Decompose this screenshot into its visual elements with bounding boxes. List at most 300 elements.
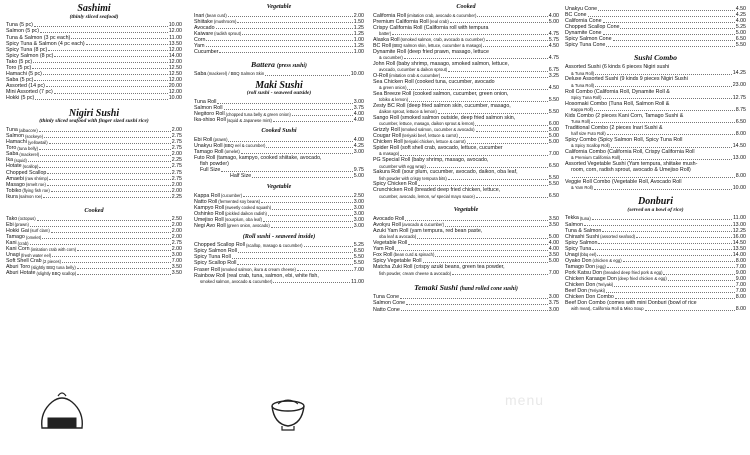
- menu-item-multiline: [565, 300, 746, 312]
- menu-item-name: Ikura: [6, 193, 18, 200]
- menu-item-name: & cucumber): [379, 54, 403, 60]
- menu-item-price: 5.00: [548, 139, 559, 146]
- menu-item-description: (imitation crab & cucumber): [389, 73, 441, 79]
- menu-item-name: Spicy Tuna Roll): [571, 94, 602, 100]
- dot-leader: [265, 75, 350, 76]
- menu-item-name: Kani: [6, 240, 17, 247]
- menu-item-price: 8.00: [735, 130, 746, 137]
- section-title: Donburi: [637, 196, 673, 208]
- dot-leader: [395, 250, 548, 251]
- menu-item-multiline: [373, 169, 559, 181]
- dot-leader: [594, 189, 732, 190]
- menu-item-price: 5.00: [548, 258, 559, 265]
- menu-item-price: 11.00: [351, 278, 364, 285]
- menu-item-description: (deep fried chicken & egg): [617, 276, 667, 282]
- dot-leader: [216, 28, 353, 29]
- menu-item-price: 12.00: [168, 58, 182, 65]
- menu-item-price: 5.50: [548, 96, 559, 103]
- menu-item-name: Salmon Cone: [373, 300, 406, 307]
- dot-leader: [40, 155, 171, 156]
- menu-item-name: Chopped Scallop Cone: [565, 24, 620, 31]
- menu-item-price: 7.00: [735, 263, 746, 270]
- menu-item-price: 2.75: [171, 240, 182, 247]
- dot-leader: [400, 155, 547, 156]
- menu-item-multiline: [565, 101, 746, 113]
- menu-item-price: 13.50: [168, 40, 182, 47]
- menu-item-name: Negi Avo Roll: [194, 222, 226, 229]
- menu-item-name: BC Roll: [373, 42, 391, 49]
- menu-item-name: California Cone: [565, 18, 602, 25]
- dot-leader: [477, 16, 547, 17]
- menu-item-price: 12.50: [168, 64, 182, 71]
- menu-item-name: Hotate: [6, 163, 22, 170]
- menu-item-price: 8.00: [735, 305, 746, 312]
- dot-leader: [261, 202, 353, 203]
- menu-item-multiline: [373, 157, 559, 169]
- menu-item-price: 3.00: [353, 210, 364, 217]
- menu-item-description: (BBQ eel & cucumber): [223, 143, 266, 149]
- menu-item-name: & Yam Roll): [571, 185, 593, 191]
- menu-section: [6, 208, 182, 277]
- menu-item-description: (flying fish roe): [22, 187, 50, 193]
- menu-item-multiline: [373, 187, 559, 199]
- menu-item-price: 2.75: [171, 145, 182, 152]
- menu-item-price: 13.00: [732, 221, 746, 228]
- watermark: menu: [505, 392, 545, 408]
- menu-item-name: Avocado: [194, 24, 215, 31]
- dot-leader: [408, 244, 548, 245]
- menu-item-description: (prawn): [14, 222, 29, 228]
- menu-item-price: 2.00: [171, 234, 182, 241]
- menu-item-line: Spicy Combo (Spicy Salmon Roll, Spicy Tuna Roll: [565, 136, 683, 143]
- menu-item-line: Hosomaki Combo (Tuna Roll, Salmon Roll &: [565, 100, 670, 107]
- dot-leader: [51, 232, 171, 233]
- menu-item-name: Unakyu Cone: [565, 6, 598, 12]
- menu-item-name: Negitoro Roll: [194, 111, 225, 118]
- dot-leader: [48, 50, 168, 51]
- menu-item-name: Aburi Hotate: [6, 270, 36, 277]
- section-heading: [194, 61, 364, 69]
- dot-leader: [603, 34, 735, 35]
- menu-item-price: 3.00: [353, 99, 364, 106]
- menu-item-multiline: [565, 125, 746, 137]
- menu-item-price: 5.50: [353, 254, 364, 261]
- dot-leader: [242, 34, 353, 35]
- menu-item-name: Unakyu Roll: [194, 143, 223, 150]
- onigiri-drawing-icon: [36, 388, 88, 436]
- menu-item-name: Spicy Vegetable Roll: [373, 258, 422, 265]
- menu-item-description: (slightly BBQ scallop): [36, 270, 77, 276]
- menu-item-name: Tuna Cone: [373, 294, 400, 301]
- menu-item-name: Natto Roll: [194, 198, 218, 205]
- menu-item-name: Tekka: [565, 215, 579, 222]
- menu-item-price: 11.00: [169, 34, 182, 41]
- menu-item-description: (sourplum, oba leaf): [224, 217, 262, 223]
- dot-leader: [46, 86, 168, 87]
- menu-item-price: 2.00: [171, 181, 182, 188]
- menu-item-name: Masago: [6, 181, 25, 188]
- dot-leader: [40, 32, 168, 33]
- dot-leader: [49, 143, 171, 144]
- dot-leader: [445, 226, 548, 227]
- menu-item-name: Avokyu Roll: [373, 222, 401, 228]
- dot-leader: [263, 221, 353, 222]
- menu-item-price: 9.00: [735, 275, 746, 282]
- menu-item-line: room, corn, radish sprout, avocado & Umejiso Roll): [571, 166, 691, 173]
- menu-item-multiline: [565, 149, 746, 161]
- dot-leader: [595, 74, 732, 75]
- menu-item-name: Amaebi: [6, 175, 24, 182]
- dot-leader: [304, 246, 353, 247]
- dot-leader: [51, 191, 171, 192]
- dot-leader: [607, 134, 735, 135]
- menu-item-line: California Combo (California Roll, Crispy California Roll: [565, 148, 695, 155]
- menu-item-price: 2.00: [171, 246, 182, 253]
- menu-item-name: Tamago Don: [565, 263, 596, 270]
- menu-item-price: 2.00: [171, 228, 182, 235]
- dot-leader: [271, 227, 353, 228]
- menu-column-1: [6, 0, 182, 455]
- dot-leader: [607, 267, 735, 268]
- dot-leader: [591, 122, 735, 123]
- section-heading: [373, 284, 559, 292]
- menu-item-name: Salmon (5 pc): [6, 28, 39, 35]
- menu-item-line: Deluxe Assorted Sushi (9 kinds 9 pieces Nigiri Sushi: [565, 76, 688, 83]
- dot-leader: [292, 115, 353, 116]
- menu-item-name: Cucumber: [194, 48, 219, 55]
- menu-item-name: Dynamite Cone: [565, 30, 602, 37]
- dot-leader: [603, 98, 732, 99]
- menu-item-price: 4.75: [548, 30, 559, 37]
- menu-item-description: (sockeye): [24, 133, 44, 139]
- menu-item-name: Spicy Salmon (8 pc): [6, 52, 54, 59]
- menu-item-price: 10.00: [168, 22, 182, 29]
- menu-item-line: Spider Roll (soft shell crab, avocado, lettuce, cucumber: [373, 145, 503, 152]
- menu-item-price: 14.25: [732, 70, 746, 77]
- menu-item-name: Avocado Roll: [373, 215, 405, 222]
- menu-section: [194, 128, 364, 179]
- menu-item-name: Unagi: [6, 252, 20, 259]
- menu-item-price: 3.00: [548, 294, 559, 301]
- dot-leader: [237, 264, 352, 265]
- menu-item-description: (bbq eel): [579, 251, 597, 257]
- menu-item-price: 4.00: [548, 12, 559, 19]
- menu-item-name: Chirashi Sushi: [565, 233, 600, 240]
- dot-leader: [52, 256, 171, 257]
- menu-item-final-line: [565, 306, 746, 312]
- menu-section: [373, 284, 559, 312]
- menu-item-line: Zesty BC Roll (deep fried salmon skin, cucumber, masago,: [373, 102, 511, 109]
- menu-section: [194, 4, 364, 55]
- menu-item-price: 2.75: [171, 163, 182, 170]
- menu-item-description: (avocado & cucumber): [401, 222, 445, 228]
- menu-item-price: 2.00: [353, 12, 364, 19]
- menu-item-name: Alaska Roll: [373, 36, 400, 43]
- menu-item-price: 12.75: [732, 94, 746, 101]
- section-title: Vegetable: [453, 206, 479, 214]
- menu-section: [6, 109, 182, 200]
- menu-item-multiline: [194, 155, 364, 173]
- dot-leader: [71, 38, 168, 39]
- dot-leader: [39, 131, 171, 132]
- menu-item-multiline: [373, 79, 559, 91]
- menu-item-multiline: [565, 89, 746, 101]
- menu-item-line: Kids Combo (2 pieces Kani Corn, Tamago Sushi &: [565, 112, 684, 119]
- menu-item-name: Ika: [6, 157, 14, 164]
- dot-leader: [623, 261, 735, 262]
- menu-item-description: (crab): [17, 240, 29, 246]
- menu-item-line: Matcha Zuki Roll (crispy azuki beans, green tea powder,: [373, 264, 505, 271]
- menu-item-line: Crispy California Roll (California roll with tempura: [373, 24, 489, 31]
- menu-item-name: Corn: [194, 36, 206, 43]
- menu-item-name: Saba (5 pc): [6, 76, 34, 83]
- menu-item-price: 14.50: [732, 239, 746, 246]
- menu-item-description: (egg): [596, 263, 606, 269]
- menu-item-multiline: [565, 113, 746, 125]
- menu-item-price: 2.00: [171, 222, 182, 229]
- menu-item-price: 5.50: [548, 181, 559, 188]
- menu-item-price: 2.75: [171, 139, 182, 146]
- dot-leader: [592, 249, 732, 250]
- menu-item-name: Kaiware: [194, 30, 214, 37]
- menu-item-name: Spicy Salmon Cone: [565, 36, 612, 43]
- dot-leader: [620, 28, 734, 29]
- menu-item-name: Hamachi (5 pc): [6, 70, 42, 77]
- dot-leader: [407, 89, 547, 90]
- menu-item-description: (squid): [14, 157, 27, 163]
- section-subtitle: (served on a bowl of rice): [627, 206, 684, 213]
- dot-leader: [33, 62, 168, 63]
- menu-item-price: 5.75: [548, 36, 559, 43]
- dot-leader: [448, 71, 547, 72]
- menu-item-line: Rainbow Roll (real crab, tuna, salmon, ebi, white fish,: [194, 272, 319, 279]
- menu-item-name: Shiitake: [194, 18, 213, 25]
- menu-item-name: Grizzly Roll: [373, 127, 400, 134]
- menu-item-name: & Tuna Roll): [571, 70, 595, 76]
- menu-item-description: (imitation crab, avocado & cucumber): [406, 12, 477, 18]
- menu-item-line: Sango Roll (smoked salmon outside, deep fried salmon skin,: [373, 115, 516, 122]
- dot-leader: [486, 40, 548, 41]
- menu-item-price: 23.00: [732, 82, 746, 89]
- menu-item-price: 3.25: [548, 72, 559, 79]
- menu-item-price: 3.75: [548, 300, 559, 307]
- dot-leader: [423, 262, 548, 263]
- dot-leader: [615, 298, 735, 299]
- dot-leader: [39, 167, 170, 168]
- dot-leader: [441, 77, 547, 78]
- menu-item-name: Natto Cone: [373, 306, 400, 313]
- dot-leader: [603, 22, 735, 23]
- menu-item-description: (mackerel): [19, 151, 40, 157]
- dot-leader: [476, 197, 548, 198]
- menu-item-name: Beef Don: [565, 287, 588, 294]
- dot-leader: [459, 137, 548, 138]
- menu-item-price: 6.50: [735, 36, 746, 43]
- menu-item-price: 3.50: [548, 222, 559, 228]
- menu-item-description: (prawn): [213, 137, 228, 143]
- donburi-bowl-drawing-icon: [268, 392, 308, 432]
- dot-leader: [572, 177, 735, 178]
- dot-leader: [417, 238, 547, 239]
- dot-leader: [448, 179, 548, 180]
- menu-item-name: cucumber, lettuce, masago, daikon sprout & lemon): [379, 121, 475, 127]
- menu-item-price: 4.00: [548, 246, 559, 253]
- menu-item-price: 12.00: [168, 88, 182, 95]
- menu-item-price: 14.50: [732, 142, 746, 149]
- menu-item-price: 3.00: [171, 252, 182, 259]
- menu-item-price: 1.25: [353, 42, 364, 49]
- dot-leader: [400, 298, 548, 299]
- menu-item-name: & Tuna Roll): [571, 82, 595, 88]
- menu-item-description: (surf clam): [29, 228, 50, 234]
- menu-item-price: 3.50: [171, 264, 182, 271]
- menu-item-price: 10.00: [732, 185, 746, 192]
- menu-item-price: 4.00: [735, 18, 746, 25]
- menu-item-description: (bean curd & spinach): [393, 252, 435, 258]
- menu-item-price: 7.00: [353, 266, 364, 273]
- dot-leader: [62, 262, 171, 263]
- dot-leader: [237, 22, 352, 23]
- menu-item-name: Kappa Roll: [194, 192, 220, 199]
- menu-item-description: (fresh water eel): [20, 252, 52, 258]
- menu-item-name: Yam Roll: [373, 246, 395, 253]
- section-heading: [6, 4, 182, 15]
- menu-item-price: 3.75: [353, 105, 364, 112]
- dot-leader: [232, 258, 353, 259]
- section-title: Cooked Sushi: [261, 127, 297, 135]
- menu-item-line: Roll Combo (California Roll, Dynamite Roll &: [565, 88, 670, 95]
- menu-item-line: Crunchicken Roll (breaded deep fried chicken, lettuce,: [373, 187, 501, 194]
- menu-item-description: (octopus): [18, 216, 36, 222]
- menu-item-price: 6.50: [353, 248, 364, 255]
- dot-leader: [243, 196, 353, 197]
- menu-item-price: 5.00: [548, 18, 559, 25]
- menu-item-price: 2.00: [171, 127, 182, 134]
- menu-item-price: 3.00: [548, 306, 559, 313]
- dot-leader: [427, 167, 548, 168]
- menu-item-line: Azuki Yam Roll (yam tempura, red bean paste,: [373, 228, 483, 235]
- dot-leader: [44, 137, 171, 138]
- menu-item-name: Kampyo Roll: [194, 204, 225, 211]
- menu-item-name: Salmon: [6, 133, 24, 140]
- dot-leader: [297, 270, 353, 271]
- menu-item-price: 1.25: [353, 24, 364, 31]
- dot-leader: [35, 99, 167, 100]
- menu-item-price: 7.00: [548, 151, 559, 158]
- section-title: Vegetable: [266, 3, 292, 10]
- menu-section: [373, 207, 559, 276]
- menu-item-multiline: [565, 161, 746, 179]
- menu-item-name: cucumber with egg wrap): [379, 163, 426, 169]
- menu-item-price: 3.50: [171, 270, 182, 277]
- menu-item-line: PG Special Roll (baby shrimp, masago, avocado,: [373, 157, 489, 164]
- dot-leader: [597, 255, 731, 256]
- menu-item-name: Tuna & Salmon (3 pc each): [6, 34, 71, 41]
- dot-leader: [273, 121, 353, 122]
- dot-leader: [475, 125, 547, 126]
- dot-leader: [217, 103, 352, 104]
- menu-item-price: 11.00: [733, 215, 746, 222]
- menu-item-description: (omelet): [224, 149, 240, 155]
- menu-item-name: Vegetable Roll: [373, 240, 408, 247]
- menu-item-price: 4.25: [735, 12, 746, 19]
- section-title: Vegetable: [266, 183, 292, 191]
- menu-item-price: 1.00: [353, 36, 364, 43]
- section-subtitle: (thinly sliced seafood with finger sized sushi rice): [39, 118, 149, 125]
- menu-item-price: 7.00: [735, 281, 746, 288]
- menu-item-description: (bean curd): [205, 12, 227, 18]
- menu-item-price: 12.25: [732, 227, 746, 234]
- dot-leader: [54, 93, 168, 94]
- menu-section: [565, 4, 746, 48]
- menu-item-price: 6.50: [735, 118, 746, 125]
- menu-item-name: Tuna (5 pc): [6, 22, 33, 29]
- dot-leader: [467, 143, 548, 144]
- dot-leader: [30, 226, 171, 227]
- section-subtitle: (roll sushi - seaweed outside): [246, 90, 312, 97]
- menu-item-multiline: [373, 91, 559, 103]
- dot-leader: [266, 147, 352, 148]
- menu-section: [373, 4, 559, 199]
- dot-leader: [228, 16, 353, 17]
- menu-item-description: (chopped tuna belly & green onion): [225, 111, 291, 117]
- menu-item-name: Kani Corn: [6, 246, 30, 253]
- menu-item-price: 4.00: [353, 136, 364, 143]
- menu-item-price: 6.75: [548, 66, 559, 73]
- menu-item-name: Chicken Roll: [373, 139, 403, 146]
- menu-item-description: (sweetly cooked squash): [225, 205, 272, 211]
- menu-item-price: 10.00: [350, 70, 364, 77]
- menu-item-price: 1.25: [353, 30, 364, 37]
- menu-item-name: Tuna Roll): [571, 118, 591, 124]
- menu-item-description: (cucumber): [220, 192, 243, 198]
- menu-item-price: 2.75: [171, 175, 182, 182]
- menu-item-name: Spicy Tuna: [565, 245, 592, 252]
- menu-item-price: 14.00: [168, 52, 182, 59]
- section-title: Maki Sushi: [255, 79, 303, 91]
- menu-item-multiline: [373, 228, 559, 240]
- menu-item-description: (tuna belly): [17, 145, 39, 151]
- menu-item-name: Fox Roll: [373, 252, 393, 259]
- dot-leader: [598, 243, 731, 244]
- dot-leader: [206, 46, 353, 47]
- menu-item-price: 14.00: [732, 251, 746, 258]
- menu-item-name: Tako: [6, 216, 18, 223]
- menu-item-multiline: [373, 49, 559, 61]
- menu-item-price: 5.50: [548, 175, 559, 182]
- menu-item-description: (teriyaki beef, lettuce & carrot): [401, 133, 458, 139]
- menu-item-multiline: [373, 25, 559, 37]
- dot-leader: [595, 86, 732, 87]
- menu-item-name: & Spicy Scallop Roll): [571, 143, 610, 149]
- dot-leader: [594, 110, 735, 111]
- menu-item-name: Spicy Tuna (8 pc): [6, 46, 48, 53]
- menu-item-price: 5.50: [548, 109, 559, 115]
- menu-item-description: (teriyaki chicken, lettuce & carrot): [403, 139, 466, 145]
- menu-item-description: (Teriyaki): [596, 282, 614, 288]
- dot-leader: [252, 177, 352, 178]
- menu-item-price: 3.50: [548, 252, 559, 259]
- dot-leader: [77, 268, 171, 269]
- menu-item-name: batter): [379, 30, 392, 36]
- menu-item-price: 5.50: [735, 42, 746, 49]
- menu-item-price: 4.50: [548, 84, 559, 91]
- menu-item-price: 4.50: [548, 42, 559, 49]
- menu-item-description: (assorted seafood): [600, 233, 636, 239]
- section-subtitle: (thinly sliced seafood): [69, 13, 119, 20]
- menu-item-price: 2.25: [171, 193, 182, 200]
- menu-item-name: tobiko & lemon): [379, 97, 409, 103]
